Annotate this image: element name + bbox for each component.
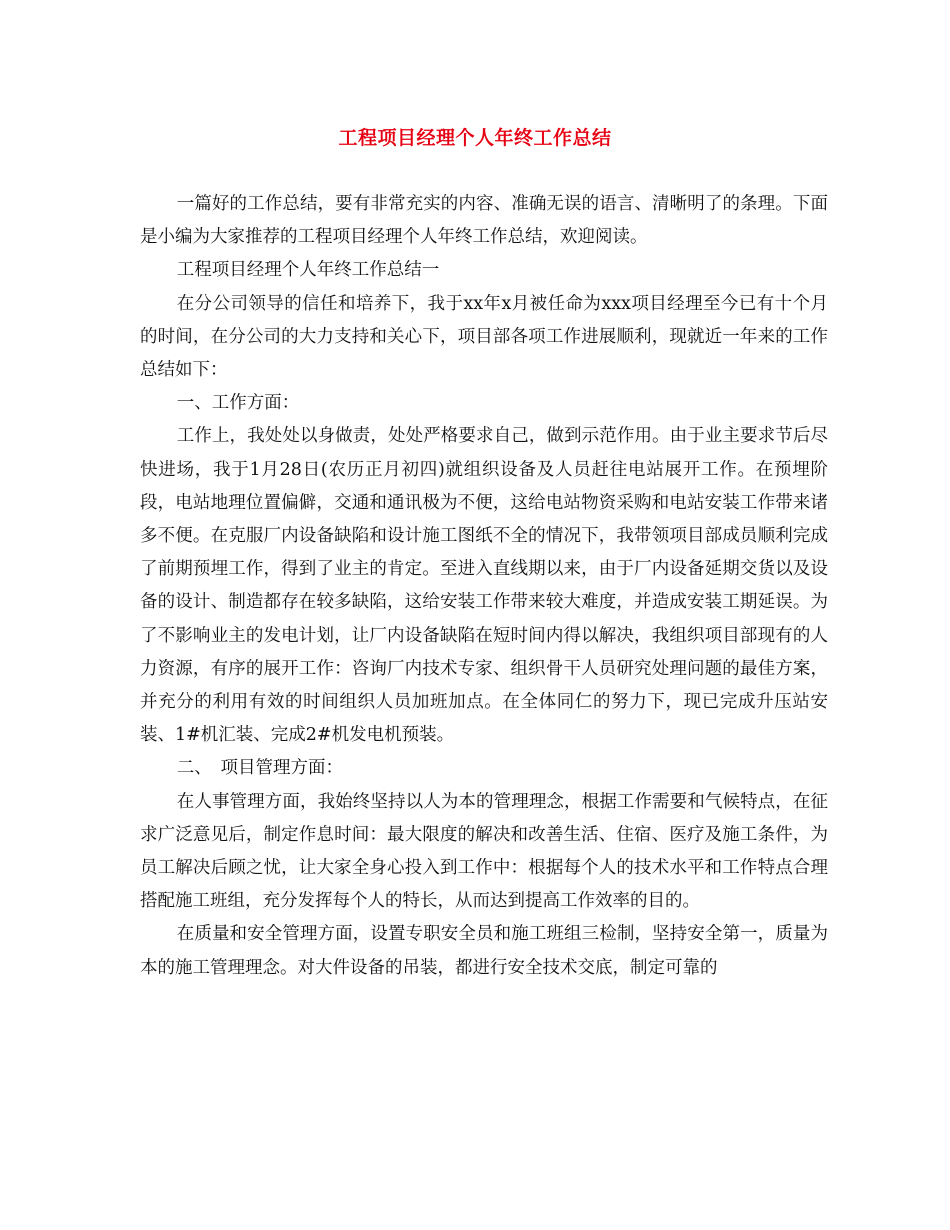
section-heading-management: 二、 项目管理方面： xyxy=(176,758,343,779)
section-heading-work: 一、工作方面： xyxy=(176,393,300,414)
paragraph-quality-safety: 在质量和安全管理方面，设置专职安全员和施工班组三检制，坚持安全第一，质量为本的施工管理理念。对大件设备的吊装，都进行安全技术交底，制定可靠的 xyxy=(140,924,828,978)
document-body xyxy=(140,188,828,985)
paragraph-personnel: 在人事管理方面，我始终坚持以人为本的管理理念，根据工作需要和气候特点，在征求广泛意见后，制定作息时间：最大限度的解决和改善生活、住宿、医疗及施工条件，为员工解决后顾之忧，让大家全身心投入到工作中：根据每个人的技术水平和工作特点合理搭配施工班组，充分发挥每个人的特长，从而达到提高工作效率的目的。 xyxy=(140,791,828,912)
paragraph-overview: 在分公司领导的信任和培养下，我于xx年x月被任命为xxx项目经理至今已有十个月的时间，在分公司的大力支持和关心下，项目部各项工作进展顺利，现就近一年来的工作总结如下： xyxy=(140,293,828,381)
document-title: 工程项目经理个人年终工作总结 xyxy=(338,127,612,149)
section-heading-summary-one: 工程项目经理个人年终工作总结一 xyxy=(176,260,440,281)
paragraph-intro: 一篇好的工作总结，要有非常充实的内容、准确无误的语言、清晰明了的条理。下面是小编为大家推荐的工程项目经理个人年终工作总结，欢迎阅读。 xyxy=(140,194,828,248)
paragraph-work: 工作上，我处处以身做责，处处严格要求自己，做到示范作用。由于业主要求节后尽快进场，我于1月28日(农历正月初四)就组织设备及人员赶往电站展开工作。在预埋阶段，电站地理位置偏僻，交通和通讯极为不便，这给电站物资采购和电站安装工作带来诸多不便。在克服厂内设备缺陷和设计施工图纸不全的情况下，我带领项目部成员顺利完成了前期预埋工作，得到了业主的肯定。至进入直线期以来，由于厂内设备延期交货以及设备的设计、制造都存在较多缺陷，这给安装工作带来较大难度，并造成安装工期延误。为了不影响业主的发电计划，让厂内设备缺陷在短时间内得以解决，我组织项目部现有的人力资源，有序的展开工作：咨询厂内技术专家、组织骨干人员研究处理问题的最佳方案，并充分的利用有效的时间组织人员加班加点。在全体同仁的努力下，现已完成升压站安装、1#机汇装、完成2#机发电机预装。 xyxy=(140,426,828,746)
